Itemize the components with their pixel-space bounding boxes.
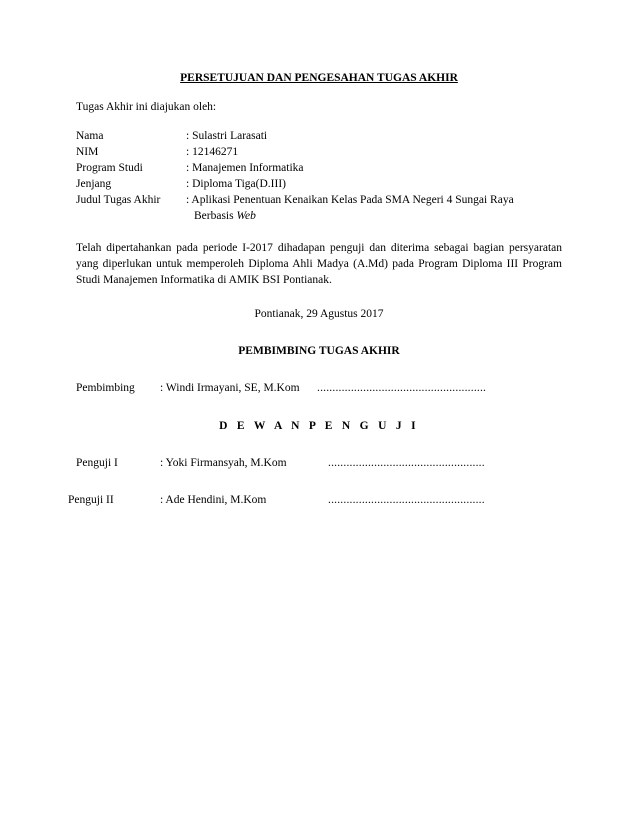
penguji2-value: : Ade Hendini, M.Kom [160, 494, 267, 506]
nama-label: Nama [76, 130, 104, 142]
penguji2-label: Penguji II [68, 494, 114, 506]
dewan-heading: D E W A N P E N G U J I [219, 420, 419, 432]
pembimbing-value: : Windi Irmayani, SE, M.Kom [160, 382, 300, 394]
jenjang-label: Jenjang [76, 178, 112, 190]
penguji1-value: : Yoki Firmansyah, M.Kom [160, 457, 287, 469]
place-date: Pontianak, 29 Agustus 2017 [254, 308, 384, 320]
penguji2-row [68, 492, 498, 508]
pembimbing-heading: PEMBIMBING TUGAS AKHIR [238, 345, 400, 357]
penguji1-row [76, 455, 496, 471]
penguji2-signature-line: ................................................... [328, 494, 485, 506]
document-title: PERSETUJUAN DAN PENGESAHAN TUGAS AKHIR [180, 72, 458, 84]
intro-text: Tugas Akhir ini diajukan oleh: [76, 101, 217, 113]
judul-label: Judul Tugas Akhir [76, 194, 161, 206]
judul-continuation [194, 208, 256, 224]
pembimbing-signature-line: ....................................................... [317, 382, 487, 394]
judul-value: : Aplikasi Penentuan Kenaikan Kelas Pada SMA Negeri 4 Sungai Raya [186, 194, 514, 206]
prodi-label: Program Studi [76, 162, 143, 174]
penguji1-signature-line: ................................................... [328, 457, 485, 469]
approval-paragraph: Telah dipertahankan pada periode I-2017 dihadapan penguji dan diterima sebagai bagian persyaratan yang diperlukan untuk memperoleh Diploma Ahli Madya (A.Md) pada Program Diploma III Program Studi Manajemen Informatika di AMIK BSI Pontianak. [76, 242, 562, 286]
nim-value: : 12146271 [186, 146, 239, 158]
pembimbing-label: Pembimbing [76, 382, 135, 394]
penguji1-label: Penguji I [76, 457, 118, 469]
prodi-value: : Manajemen Informatika [186, 162, 304, 174]
judul-cont-italic: Web [236, 210, 256, 222]
nim-label: NIM [76, 146, 99, 158]
pembimbing-row [76, 380, 496, 396]
judul-cont-text: Berbasis [194, 210, 237, 222]
jenjang-value: : Diploma Tiga(D.III) [186, 178, 286, 190]
nama-value: : Sulastri Larasati [186, 130, 268, 142]
